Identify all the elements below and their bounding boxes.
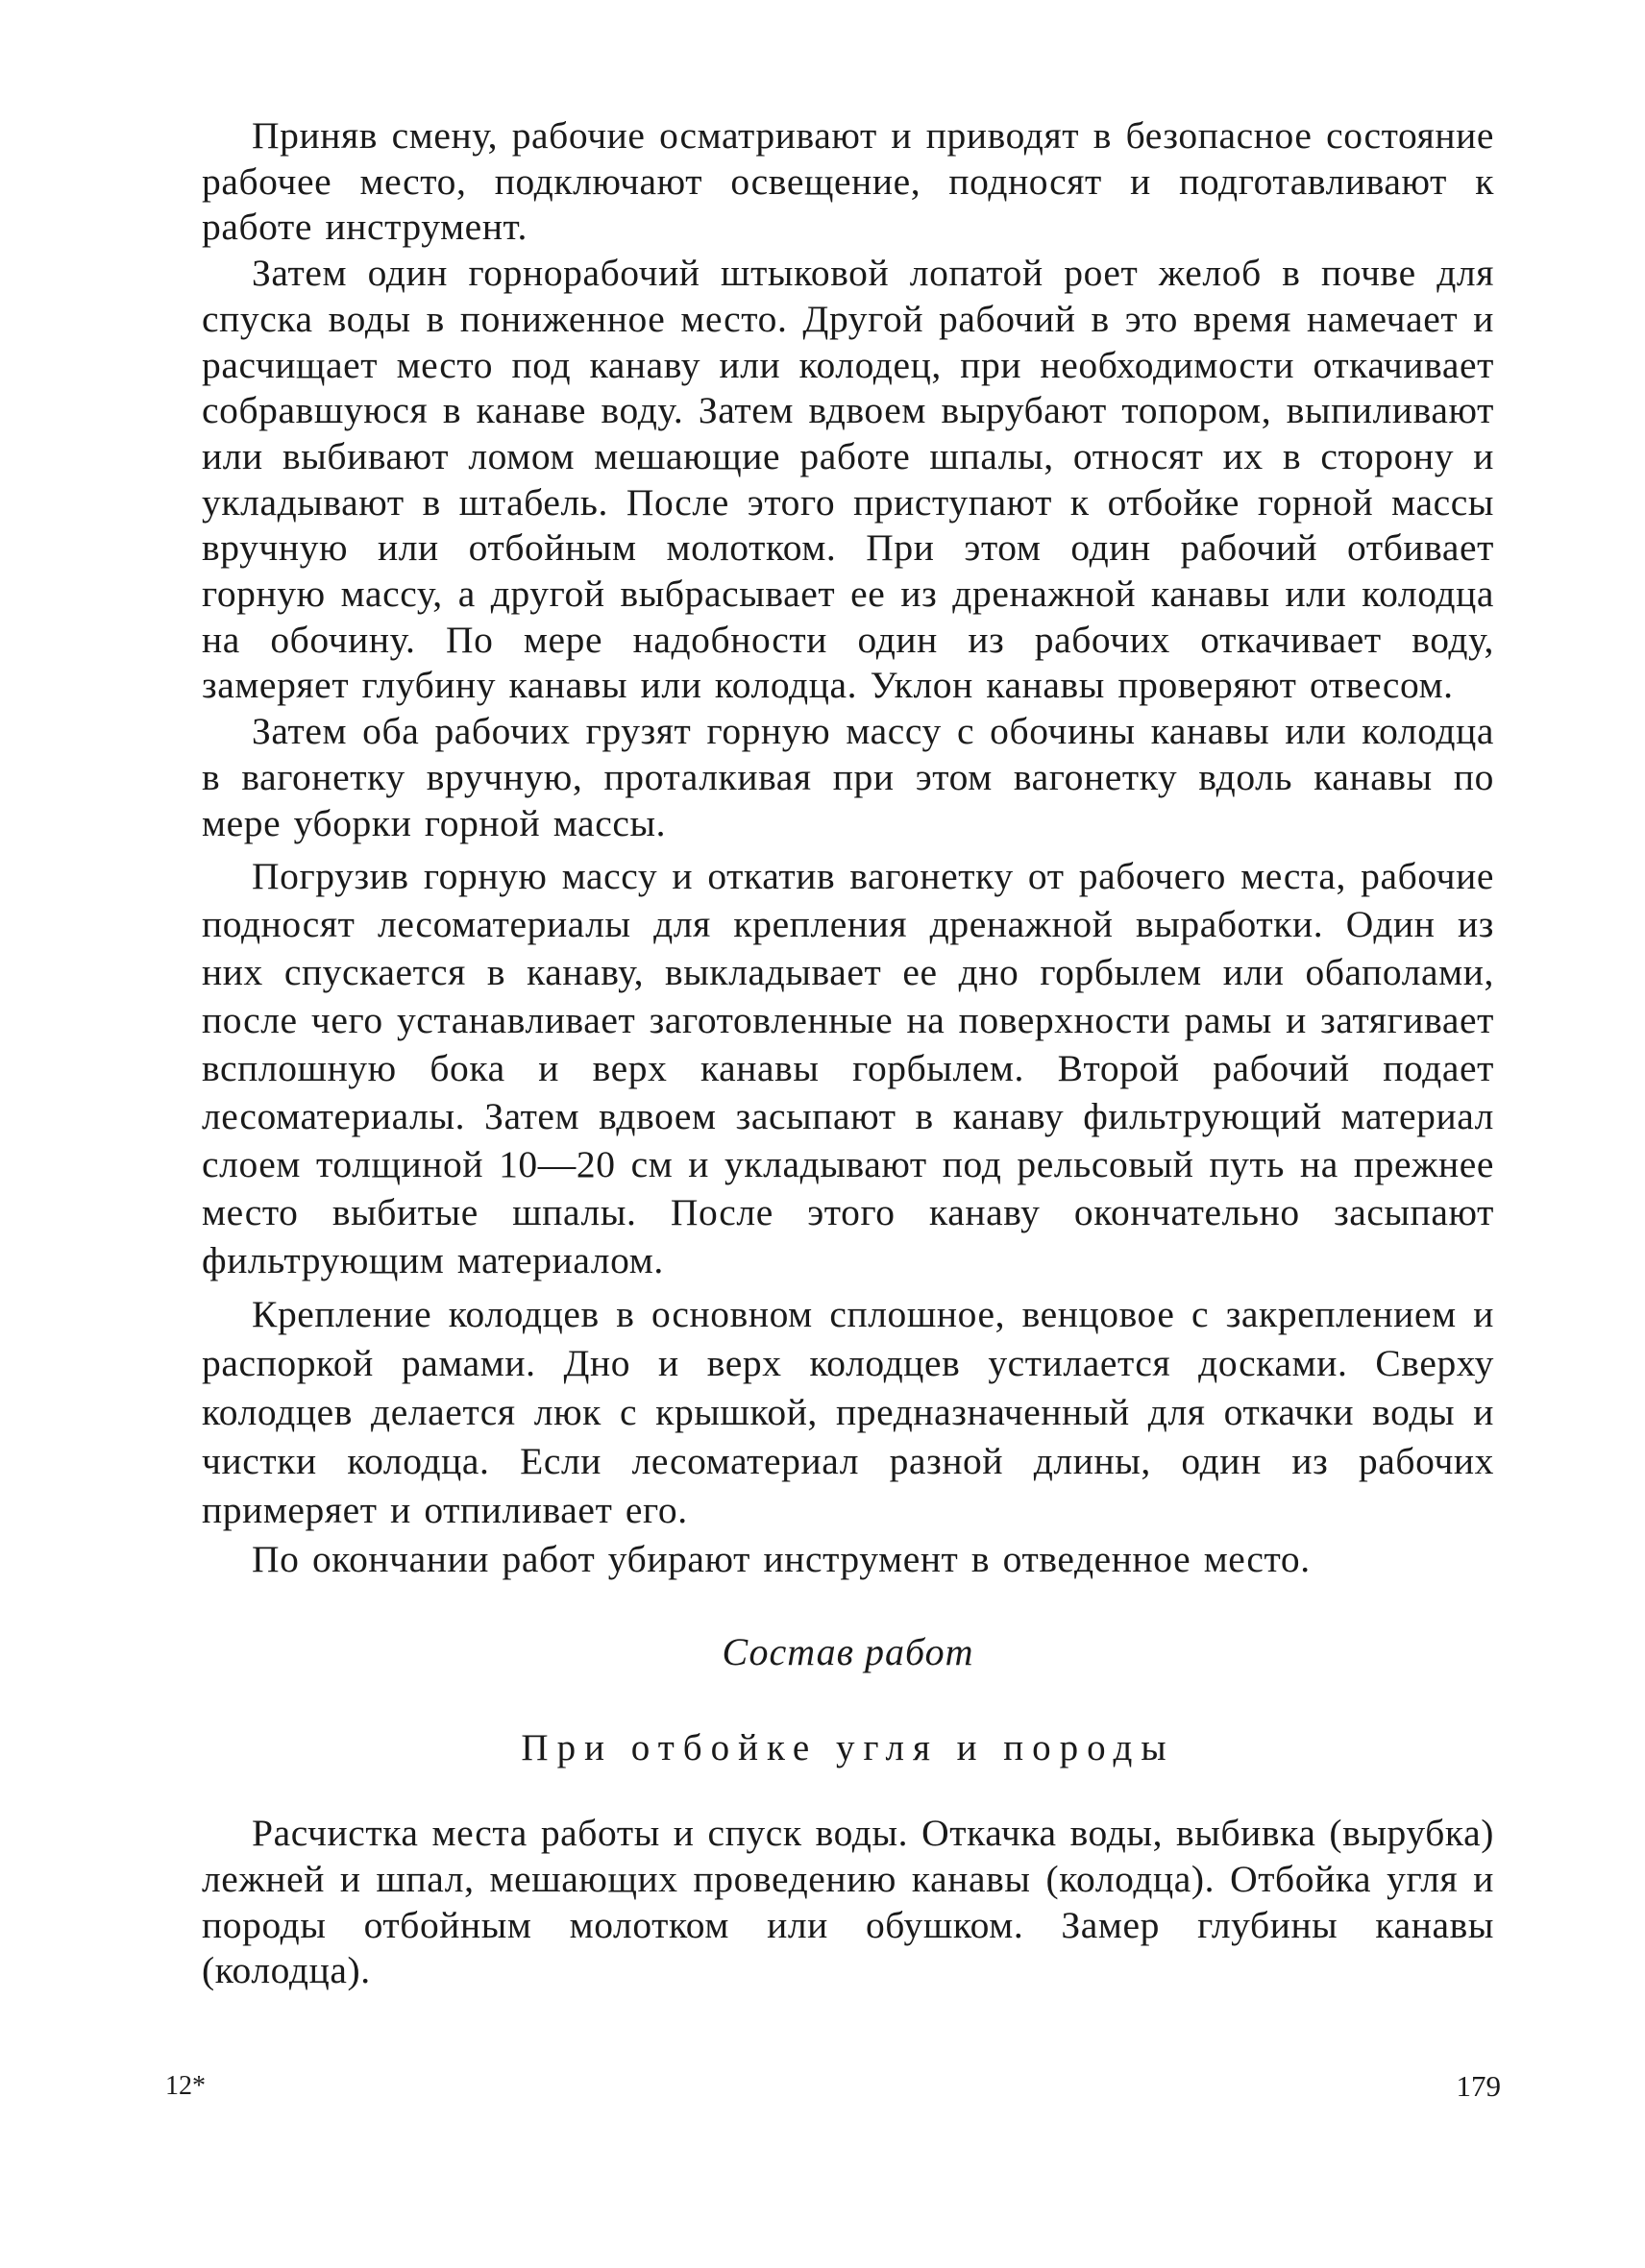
paragraph-timbering: Погрузив горную массу и откатив вагонетку от рабочего места, рабочие подносят лесоматериалы для крепления дренажной выработки. Один из них спускается в канаву, выкладывает ее дно горбылем или обаполами, после чего устанавливает заготовленные на поверхности рамы и затягивает всплошную бока и верх канавы горбылем. Второй рабочий подает лесоматериалы. Затем вдвоем засыпают в канаву фильтрующий материал слоем толщиной 10—20 см и укладывают под рельсовый путь на прежнее место выбитые шпалы. После этого канаву окончательно засыпают фильтрующим материалом. <box>202 855 1494 1282</box>
paragraph-well-support: Крепление колодцев в основном сплошное, венцовое с закреплением и распоркой рамами. Дно и верх колодцев устилается досками. Сверху колодцев делается люк с крышкой, предназначенный для откачки воды и чистки колодца. Если лесоматериал разной длины, один из рабочих примеряет и отпиливает его. <box>202 1293 1494 1532</box>
paragraph-shift-start: Приняв смену, рабочие осматривают и приводят в безопасное состояние рабочее место, подключают освещение, подносят и подготавливают к работе инструмент. <box>202 114 1494 249</box>
paragraph-canal-digging: Затем один горнорабочий штыковой лопатой роет желоб в почве для спуска воды в пониженное место. Другой рабочий в это время намечает и расчищает место под канаву или колодец, при необходимости откачивает собравшуюся в канаве воду. Затем вдвоем вырубают топором, выпиливают или выбивают ломом мешающие работе шпалы, относят их в сторону и укладывают в штабель. После этого приступают к отбойке горной массы вручную или отбойным молотком. При этом один рабочий отбивает горную массу, а другой выбрасывает ее из дренажной канавы или колодца на обочину. По мере надобности один из рабочих откачивает воду, замеряет глубину канавы или колодца. Уклон канавы проверяют отвесом. <box>202 252 1494 707</box>
section-title: Состав работ <box>722 1630 974 1674</box>
page-body <box>202 113 1494 1994</box>
signature-mark: 12* <box>165 2071 206 2101</box>
paragraph-cleanup: По окончании работ убирают инструмент в отведенное место. <box>252 1538 1311 1581</box>
page-number: 179 <box>1456 2069 1501 2103</box>
paragraph-loading: Затем оба рабочих грузят горную массу с обочины канавы или колодца в вагонетку вручную, проталкивая при этом вагонетку вдоль канавы по мере уборки горной массы. <box>202 710 1494 844</box>
subsection-title: При отбойке угля и породы <box>521 1727 1175 1769</box>
paragraph-work-composition: Расчистка места работы и спуск воды. Откачка воды, выбивка (вырубка) лежней и шпал, мешающих проведению канавы (колодца). Отбойка угля и породы отбойным молотком или обушком. Замер глубины канавы (колодца). <box>202 1812 1494 1992</box>
